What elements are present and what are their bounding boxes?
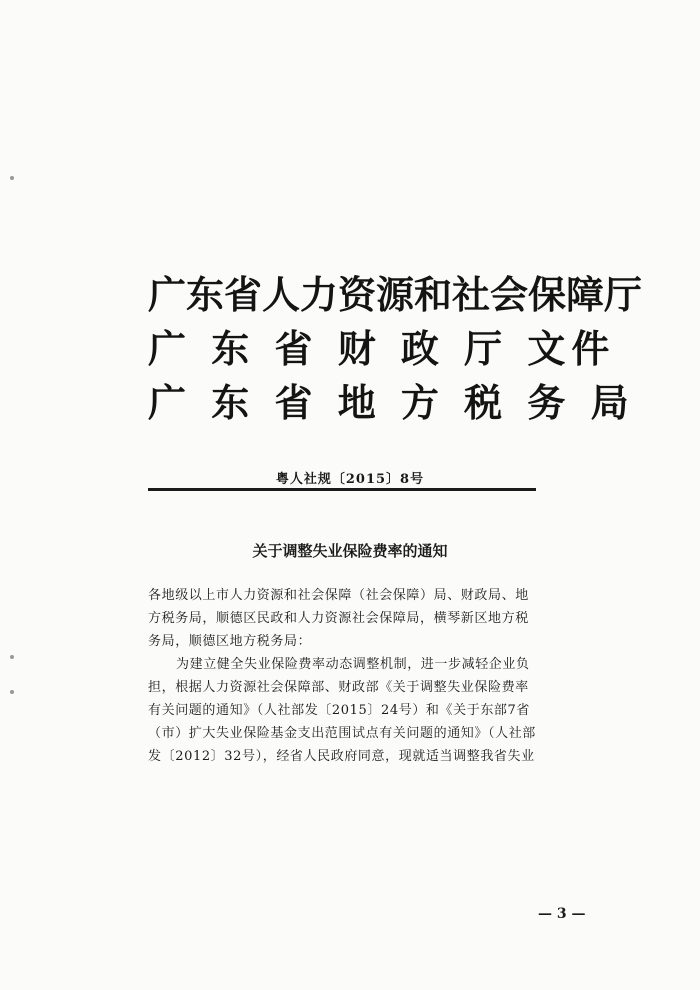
body-line: 为建立健全失业保险费率动态调整机制，进一步减轻企业负	[176, 657, 530, 672]
header-rule	[148, 488, 536, 491]
body-line: 务局，顺德区地方税务局：	[148, 634, 312, 649]
issuer-line-hrss: 广东省人力资源和社会保障厅	[148, 273, 643, 317]
document-body	[148, 584, 548, 768]
issuer-line-finance: 广 东 省 财 政 厅 文件	[148, 327, 616, 371]
body-line: （市）扩大失业保险基金支出范围试点有关问题的通知》（人社部	[148, 726, 536, 741]
scan-speck	[10, 690, 14, 694]
scan-speck	[10, 655, 14, 659]
scan-speck	[10, 176, 14, 180]
issuer-line-tax: 广 东 省 地 方 税 务 局	[148, 381, 635, 425]
document-title: 关于调整失业保险费率的通知	[252, 542, 448, 560]
body-line: 各地级以上市人力资源和社会保障（社会保障）局、财政局、地	[148, 588, 529, 603]
body-line: 担，根据人力资源社会保障部、财政部《关于调整失业保险费率	[148, 680, 529, 695]
body-line: 发〔2012〕32号），经省人民政府同意，现就适当调整我省失业	[148, 749, 535, 764]
body-line: 有关问题的通知》（人社部发〔2015〕24号）和《关于东部7省	[148, 703, 530, 718]
issuer-header	[148, 268, 643, 430]
page-number: — 3 —	[538, 906, 586, 922]
body-line: 方税务局，顺德区民政和人力资源社会保障局，横琴新区地方税	[148, 611, 529, 626]
document-number: 粤人社规〔2015〕8号	[275, 472, 425, 487]
